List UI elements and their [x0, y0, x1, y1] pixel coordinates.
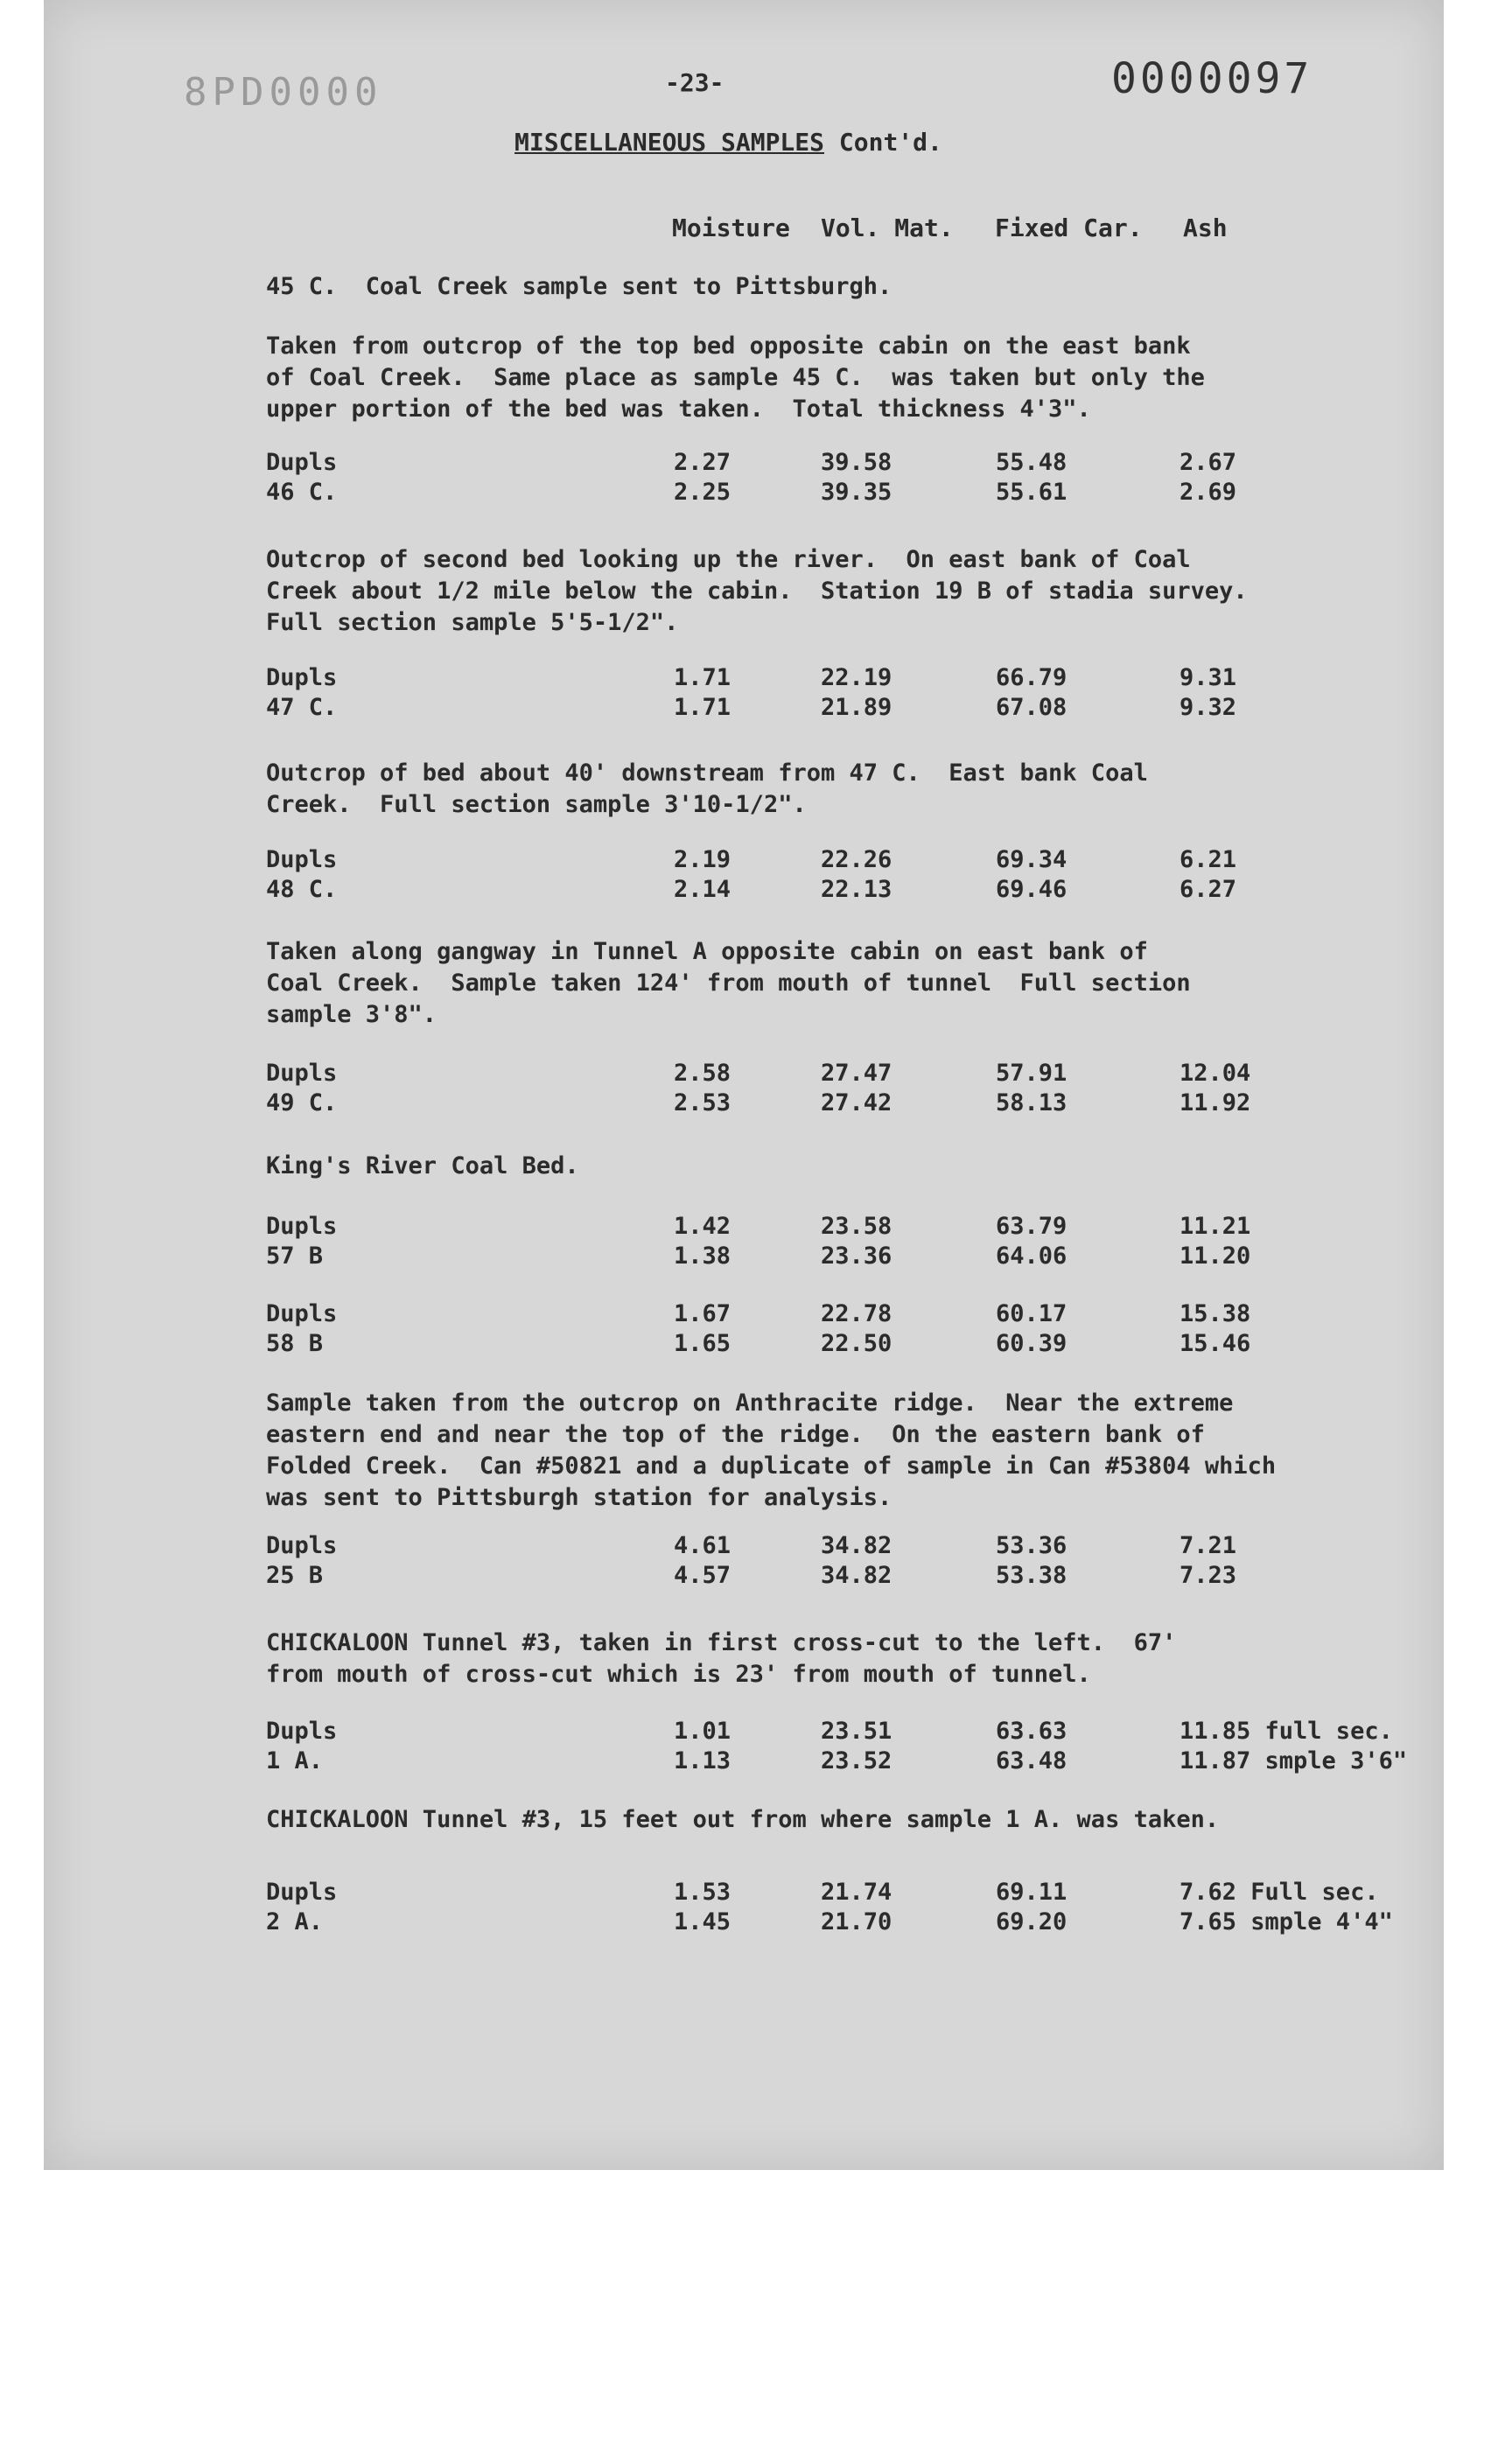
moisture-value: 1.71 — [674, 694, 732, 721]
paragraph-line: Coal Creek. Sample taken 124' from mouth of tunnel Full section — [266, 970, 1191, 997]
fixed-car-value: 69.20 — [996, 1908, 1068, 1936]
fixed-car-value: 55.48 — [996, 449, 1068, 476]
fixed-car-value: 66.79 — [996, 664, 1068, 691]
fixed-car-value: 53.38 — [996, 1562, 1068, 1589]
page-number: -23- — [665, 68, 724, 97]
moisture-value: 1.13 — [674, 1747, 732, 1774]
vol-mat-value: 34.82 — [821, 1562, 892, 1589]
ash-value: 2.69 — [1180, 479, 1237, 506]
paragraph-line: from mouth of cross-cut which is 23' from mouth of tunnel. — [266, 1661, 1091, 1688]
page-heading — [514, 128, 942, 157]
document-page — [44, 0, 1444, 2170]
sample-label: Dupls — [266, 664, 338, 691]
ash-value: 9.31 — [1180, 664, 1237, 691]
ash-value: 12.04 — [1180, 1060, 1251, 1087]
paragraph-line: CHICKALOON Tunnel #3, taken in first cross-cut to the left. 67' — [266, 1629, 1177, 1656]
sample-label: 47 C. — [266, 694, 338, 721]
ash-value: 7.65 smple 4'4" — [1180, 1908, 1393, 1936]
vol-mat-value: 21.70 — [821, 1908, 892, 1936]
ash-value: 2.67 — [1180, 449, 1237, 476]
vol-mat-value: 23.58 — [821, 1213, 892, 1240]
ash-value: 11.87 smple 3'6" — [1180, 1747, 1408, 1774]
sample-label: Dupls — [266, 1718, 338, 1745]
vol-mat-value: 22.19 — [821, 664, 892, 691]
paragraph-line: King's River Coal Bed. — [266, 1152, 579, 1180]
vol-mat-value: 23.36 — [821, 1242, 892, 1270]
moisture-value: 4.57 — [674, 1562, 732, 1589]
sample-label: Dupls — [266, 1213, 338, 1240]
vol-mat-value: 39.35 — [821, 479, 892, 506]
column-header-fixed-car: Fixed Car. — [995, 214, 1143, 242]
heading-suffix: Cont'd. — [824, 128, 942, 157]
paragraph-line: CHICKALOON Tunnel #3, 15 feet out from where sample 1 A. was taken. — [266, 1806, 1220, 1833]
paragraph-line: Outcrop of second bed looking up the river. On east bank of Coal — [266, 546, 1191, 573]
vol-mat-value: 21.89 — [821, 694, 892, 721]
paragraph-line: Folded Creek. Can #50821 and a duplicate of sample in Can #53804 which — [266, 1452, 1277, 1480]
sample-label: Dupls — [266, 1879, 338, 1906]
sample-label: 2 A. — [266, 1908, 324, 1936]
column-header-ash: Ash — [1183, 214, 1228, 242]
moisture-value: 1.71 — [674, 664, 732, 691]
vol-mat-value: 22.13 — [821, 876, 892, 903]
vol-mat-value: 27.47 — [821, 1060, 892, 1087]
fixed-car-value: 60.39 — [996, 1330, 1068, 1357]
vol-mat-value: 22.50 — [821, 1330, 892, 1357]
fixed-car-value: 63.63 — [996, 1718, 1068, 1745]
sample-label: 49 C. — [266, 1089, 338, 1116]
paragraph-line: Outcrop of bed about 40' downstream from 47 C. East bank Coal — [266, 760, 1148, 787]
fixed-car-value: 58.13 — [996, 1089, 1068, 1116]
ash-value: 15.46 — [1180, 1330, 1251, 1357]
vol-mat-value: 21.74 — [821, 1879, 892, 1906]
paragraph-line: sample 3'8". — [266, 1001, 438, 1028]
stamp-right: 0000097 — [1111, 54, 1313, 103]
vol-mat-value: 23.52 — [821, 1747, 892, 1774]
ash-value: 11.20 — [1180, 1242, 1251, 1270]
moisture-value: 2.27 — [674, 449, 732, 476]
moisture-value: 1.01 — [674, 1718, 732, 1745]
column-header-vol-mat: Vol. Mat. — [821, 214, 954, 242]
sample-label: 25 B — [266, 1562, 324, 1589]
paragraph-line: eastern end and near the top of the ridge. On the eastern bank of — [266, 1421, 1205, 1448]
ash-value: 9.32 — [1180, 694, 1237, 721]
paragraph-line: Full section sample 5'5-1/2". — [266, 609, 679, 636]
stamp-left: 8PD0000 — [184, 70, 383, 115]
fixed-car-value: 67.08 — [996, 694, 1068, 721]
heading-title: MISCELLANEOUS SAMPLES — [514, 128, 825, 157]
fixed-car-value: 53.36 — [996, 1532, 1068, 1559]
moisture-value: 2.19 — [674, 846, 732, 873]
vol-mat-value: 34.82 — [821, 1532, 892, 1559]
ash-value: 6.21 — [1180, 846, 1237, 873]
paragraph-line: was sent to Pittsburgh station for analysis. — [266, 1484, 892, 1511]
ash-value: 7.21 — [1180, 1532, 1237, 1559]
sample-label: Dupls — [266, 1300, 338, 1327]
fixed-car-value: 60.17 — [996, 1300, 1068, 1327]
moisture-value: 2.25 — [674, 479, 732, 506]
paragraph-line: Creek about 1/2 mile below the cabin. Station 19 B of stadia survey. — [266, 578, 1248, 605]
vol-mat-value: 22.78 — [821, 1300, 892, 1327]
fixed-car-value: 63.79 — [996, 1213, 1068, 1240]
sample-label: 58 B — [266, 1330, 324, 1357]
fixed-car-value: 63.48 — [996, 1747, 1068, 1774]
moisture-value: 1.42 — [674, 1213, 732, 1240]
ash-value: 11.85 full sec. — [1180, 1718, 1393, 1745]
moisture-value: 2.14 — [674, 876, 732, 903]
ash-value: 7.23 — [1180, 1562, 1237, 1589]
paragraph-line: 45 C. Coal Creek sample sent to Pittsburgh. — [266, 273, 892, 300]
column-header-moisture: Moisture — [672, 214, 790, 242]
moisture-value: 1.67 — [674, 1300, 732, 1327]
ash-value: 7.62 Full sec. — [1180, 1879, 1379, 1906]
paragraph-line: Sample taken from the outcrop on Anthracite ridge. Near the extreme — [266, 1390, 1234, 1417]
moisture-value: 1.45 — [674, 1908, 732, 1936]
paragraph-line: upper portion of the bed was taken. Total thickness 4'3". — [266, 396, 1091, 423]
sample-label: 57 B — [266, 1242, 324, 1270]
moisture-value: 1.53 — [674, 1879, 732, 1906]
fixed-car-value: 69.34 — [996, 846, 1068, 873]
vol-mat-value: 23.51 — [821, 1718, 892, 1745]
moisture-value: 1.65 — [674, 1330, 732, 1357]
ash-value: 11.21 — [1180, 1213, 1251, 1240]
ash-value: 11.92 — [1180, 1089, 1251, 1116]
vol-mat-value: 39.58 — [821, 449, 892, 476]
moisture-value: 4.61 — [674, 1532, 732, 1559]
fixed-car-value: 69.11 — [996, 1879, 1068, 1906]
paragraph-line: Taken along gangway in Tunnel A opposite cabin on east bank of — [266, 938, 1148, 965]
moisture-value: 2.53 — [674, 1089, 732, 1116]
sample-label: Dupls — [266, 449, 338, 476]
sample-label: 1 A. — [266, 1747, 324, 1774]
ash-value: 6.27 — [1180, 876, 1237, 903]
sample-label: Dupls — [266, 846, 338, 873]
paragraph-line: Creek. Full section sample 3'10-1/2". — [266, 791, 807, 818]
vol-mat-value: 22.26 — [821, 846, 892, 873]
sample-label: Dupls — [266, 1060, 338, 1087]
paragraph-line: of Coal Creek. Same place as sample 45 C. was taken but only the — [266, 364, 1205, 391]
fixed-car-value: 57.91 — [996, 1060, 1068, 1087]
fixed-car-value: 69.46 — [996, 876, 1068, 903]
moisture-value: 2.58 — [674, 1060, 732, 1087]
sample-label: 48 C. — [266, 876, 338, 903]
fixed-car-value: 64.06 — [996, 1242, 1068, 1270]
ash-value: 15.38 — [1180, 1300, 1251, 1327]
vol-mat-value: 27.42 — [821, 1089, 892, 1116]
paragraph-line: Taken from outcrop of the top bed opposite cabin on the east bank — [266, 332, 1191, 360]
moisture-value: 1.38 — [674, 1242, 732, 1270]
sample-label: 46 C. — [266, 479, 338, 506]
fixed-car-value: 55.61 — [996, 479, 1068, 506]
sample-label: Dupls — [266, 1532, 338, 1559]
